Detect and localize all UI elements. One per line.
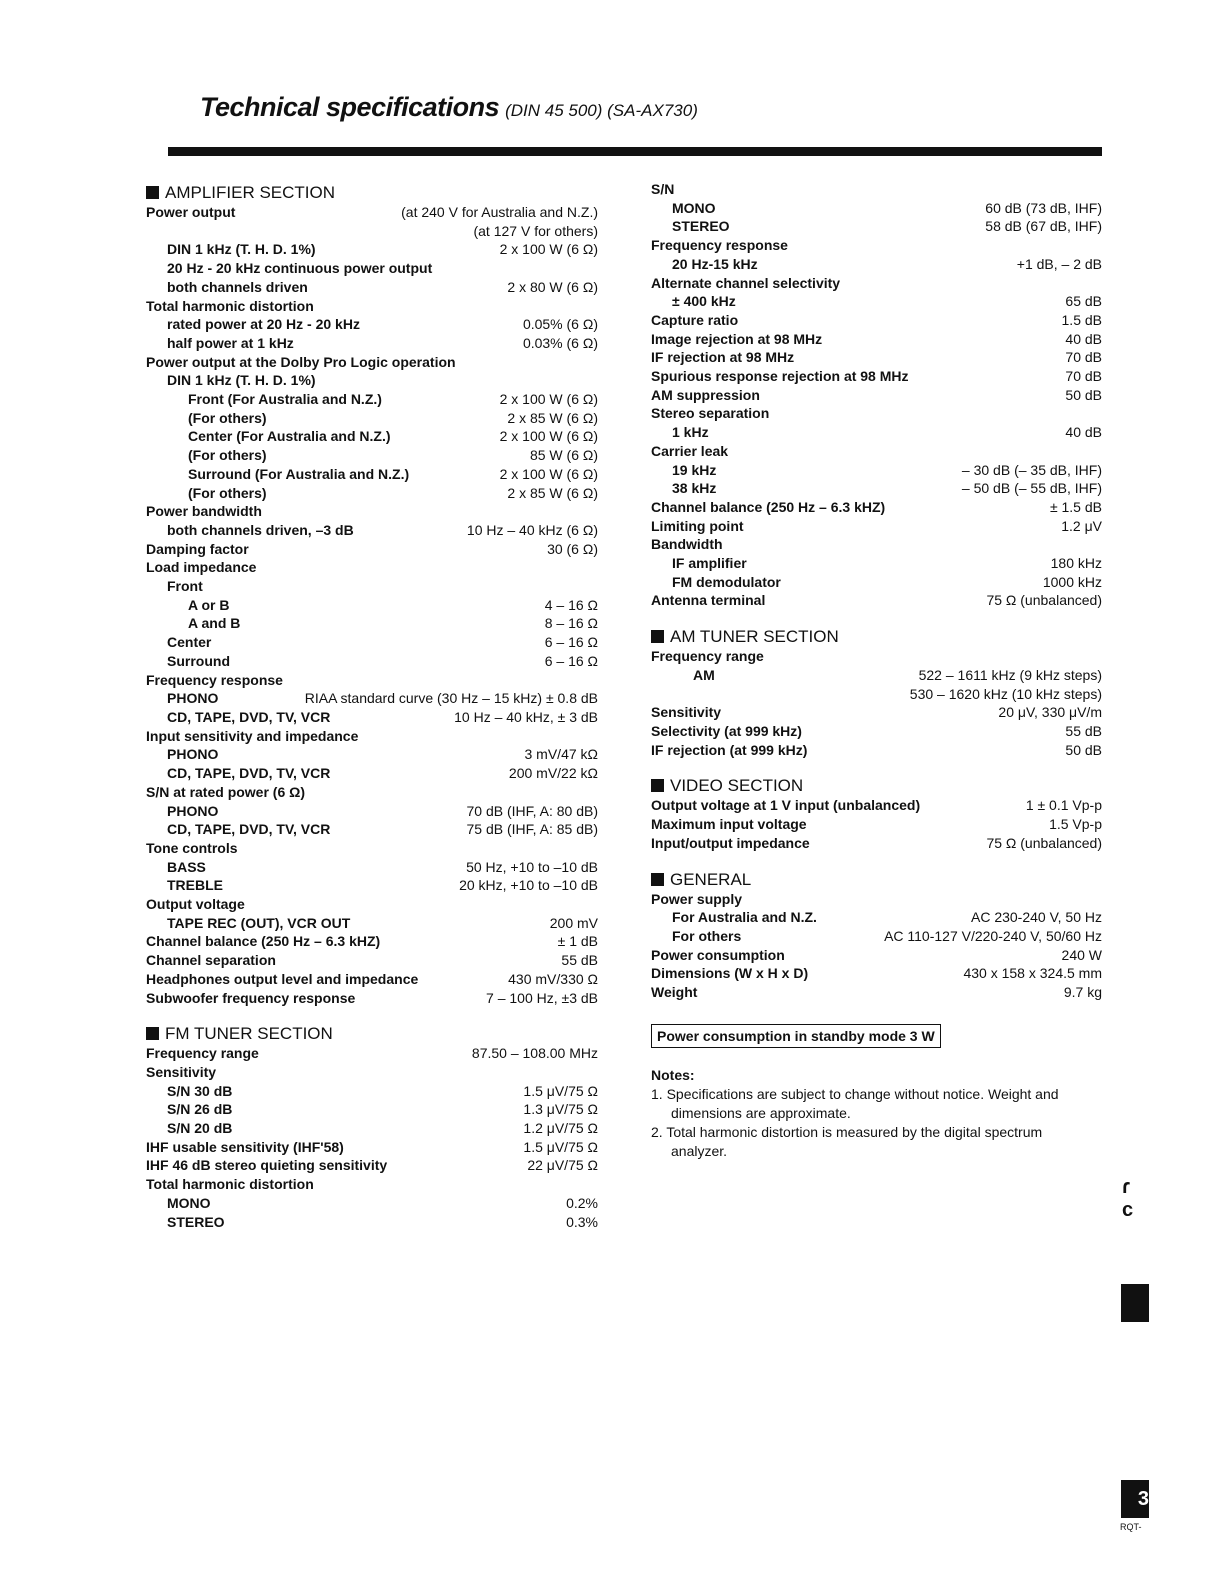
spec-row (146, 932, 598, 951)
spec-row (146, 876, 598, 895)
spec-row (146, 315, 598, 334)
spec-label: 20 Hz-15 kHz (672, 255, 758, 272)
spec-label: Selectivity (at 999 kHz) (651, 722, 802, 739)
spec-value: – 50 dB (– 55 dB, IHF) (961, 480, 1102, 497)
spec-value: 1.5 μV/75 Ω (523, 1138, 598, 1155)
spec-value: 0.05% (6 Ω) (522, 316, 598, 333)
spec-row (146, 558, 598, 577)
spec-label: IF amplifier (672, 555, 747, 572)
spec-label: IF rejection (at 999 kHz) (651, 741, 808, 758)
amplifier-spec-list (146, 203, 598, 1007)
spec-value: 180 kHz (1050, 555, 1102, 572)
spec-value: RIAA standard curve (30 Hz – 15 kHz) ± 0.8 dB (304, 690, 598, 707)
spec-label: IF rejection at 98 MHz (651, 349, 795, 366)
spec-label: Dimensions (W x H x D) (651, 965, 809, 982)
spec-value: 200 mV (549, 914, 598, 931)
spec-value: 1.5 Vp-p (1049, 816, 1102, 833)
spec-row (146, 1082, 598, 1101)
spec-label: Input sensitivity and impedance (146, 727, 359, 744)
right-column (651, 180, 1102, 1161)
spec-label: A or B (188, 596, 230, 613)
spec-label: (For others) (188, 409, 267, 426)
spec-label: S/N 20 dB (167, 1120, 233, 1137)
spec-label: Center (167, 634, 212, 651)
spec-row (651, 834, 1102, 853)
section-square-icon (651, 779, 664, 792)
spec-label: S/N 26 dB (167, 1101, 233, 1118)
spec-row (146, 914, 598, 933)
spec-label: Weight (651, 984, 698, 1001)
spec-label: ± 400 kHz (672, 293, 736, 310)
general-heading: GENERAL (651, 869, 1102, 890)
spec-label: 20 Hz - 20 kHz continuous power output (167, 260, 433, 277)
spec-row (651, 927, 1102, 946)
spec-label: 38 kHz (672, 480, 717, 497)
spec-label: Alternate channel selectivity (651, 274, 841, 291)
spec-row (146, 951, 598, 970)
left-column (146, 180, 598, 1231)
spec-label: rated power at 20 Hz - 20 kHz (167, 316, 360, 333)
spec-label: Power supply (651, 890, 743, 907)
spec-row (651, 479, 1102, 498)
spec-label: Power output (146, 204, 236, 220)
video-spec-list (651, 796, 1102, 852)
spec-value: 10 Hz – 40 kHz (6 Ω) (466, 521, 598, 538)
spec-value: 0.3% (566, 1213, 598, 1230)
spec-row (651, 255, 1102, 274)
spec-row (146, 297, 598, 316)
spec-row (146, 1100, 598, 1119)
spec-row (651, 311, 1102, 330)
spec-label: IHF usable sensitivity (IHF'58) (146, 1138, 344, 1155)
spec-value: (at 127 V for others) (473, 222, 598, 239)
spec-label: CD, TAPE, DVD, TV, VCR (167, 821, 331, 838)
spec-value: +1 dB, – 2 dB (1016, 255, 1102, 272)
spec-value: 0.03% (6 Ω) (522, 334, 598, 351)
spec-value: 75 dB (IHF, A: 85 dB) (466, 821, 598, 838)
spec-value: 6 – 16 Ω (544, 652, 598, 669)
spec-value: 0.2% (566, 1194, 598, 1211)
spec-label: AM (693, 666, 715, 683)
spec-row (651, 964, 1102, 983)
spec-row (146, 427, 598, 446)
spec-row (146, 577, 598, 596)
spec-label: 1 kHz (672, 424, 709, 441)
spec-label: CD, TAPE, DVD, TV, VCR (167, 765, 331, 782)
spec-row (651, 348, 1102, 367)
spec-value: 22 μV/75 Ω (527, 1157, 598, 1174)
spec-value: 50 Hz, +10 to –10 dB (466, 858, 598, 875)
spec-row (651, 180, 1102, 199)
spec-row (651, 367, 1102, 386)
spec-label: Antenna terminal (651, 592, 766, 609)
spec-label: Power output at the Dolby Pro Logic operation (146, 353, 456, 370)
spec-label: Spurious response rejection at 98 MHz (651, 368, 909, 385)
spec-row (146, 240, 598, 259)
spec-row (146, 745, 598, 764)
spec-label: Center (For Australia and N.Z.) (188, 428, 391, 445)
spec-row (651, 236, 1102, 255)
spec-row (651, 666, 1102, 685)
spec-row (146, 203, 598, 222)
fm-spec-list (146, 1044, 598, 1231)
spec-value: 1 ± 0.1 Vp-p (1025, 797, 1102, 814)
spec-row (146, 708, 598, 727)
spec-value: 50 dB (1065, 741, 1102, 758)
spec-label: Front (167, 578, 203, 595)
spec-value: 87.50 – 108.00 MHz (471, 1045, 598, 1062)
spec-value: – 30 dB (– 35 dB, IHF) (961, 461, 1102, 478)
spec-row (651, 386, 1102, 405)
general-spec-list (651, 890, 1102, 1002)
spec-label: STEREO (167, 1213, 225, 1230)
spec-label: Maximum input voltage (651, 816, 807, 833)
spec-value: 75 Ω (unbalanced) (986, 592, 1102, 609)
spec-value: 3 mV/47 kΩ (524, 746, 598, 763)
spec-label: A and B (188, 615, 241, 632)
spec-row (146, 652, 598, 671)
am-spec-list (651, 647, 1102, 759)
spec-row (651, 573, 1102, 592)
spec-label: Frequency range (651, 648, 764, 665)
section-square-icon (146, 186, 159, 199)
spec-label: both channels driven (167, 278, 308, 295)
spec-label: MONO (672, 199, 716, 216)
spec-row (651, 647, 1102, 666)
spec-row (651, 199, 1102, 218)
spec-label: PHONO (167, 690, 219, 707)
spec-value: 1.2 μV (1061, 517, 1102, 534)
spec-row (651, 890, 1102, 909)
spec-row (146, 371, 598, 390)
spec-label: Channel balance (250 Hz – 6.3 kHZ) (146, 933, 381, 950)
spec-label: Bandwidth (651, 536, 723, 553)
spec-row (146, 764, 598, 783)
spec-label: Output voltage at 1 V input (unbalanced) (651, 797, 921, 814)
spec-label: S/N at rated power (6 Ω) (146, 783, 306, 800)
spec-value: ± 1 dB (557, 933, 598, 950)
spec-label: Damping factor (146, 540, 249, 557)
spec-row (651, 292, 1102, 311)
spec-label: DIN 1 kHz (T. H. D. 1%) (167, 241, 316, 258)
spec-row (146, 633, 598, 652)
spec-label: S/N 30 dB (167, 1082, 233, 1099)
notes (651, 1066, 1102, 1161)
standby-power-box: Power consumption in standby mode 3 W (651, 1024, 941, 1048)
spec-label: Frequency range (146, 1045, 259, 1062)
spec-value: 50 dB (1065, 386, 1102, 403)
spec-row (651, 703, 1102, 722)
spec-label: (For others) (188, 484, 267, 501)
spec-value: 30 (6 Ω) (547, 540, 598, 557)
spec-row (651, 722, 1102, 741)
spec-row (146, 521, 598, 540)
spec-row (146, 820, 598, 839)
spec-value: 85 W (6 Ω) (529, 447, 598, 464)
spec-value: 2 x 100 W (6 Ω) (499, 391, 598, 408)
spec-label: (For others) (188, 447, 267, 464)
spec-row (146, 540, 598, 559)
spec-label: Headphones output level and impedance (146, 970, 419, 987)
spec-value: 70 dB (1065, 368, 1102, 385)
spec-row (651, 274, 1102, 293)
spec-row (146, 1119, 598, 1138)
spec-row (146, 409, 598, 428)
spec-label: both channels driven, –3 dB (167, 521, 354, 538)
spec-label: BASS (167, 858, 206, 875)
spec-value: 65 dB (1065, 293, 1102, 310)
spec-label: TREBLE (167, 877, 223, 894)
spec-value: 20 μV, 330 μV/m (998, 704, 1102, 721)
spec-label: PHONO (167, 802, 219, 819)
spec-value: 430 mV/330 Ω (508, 970, 598, 987)
spec-value: 7 – 100 Hz, ±3 dB (486, 989, 598, 1006)
spec-row (651, 741, 1102, 760)
fm-heading: FM TUNER SECTION (146, 1023, 598, 1044)
spec-row (146, 334, 598, 353)
spec-row (146, 596, 598, 615)
spec-value: 60 dB (73 dB, IHF) (985, 199, 1102, 216)
spec-label: STEREO (672, 218, 730, 235)
section-square-icon (651, 873, 664, 886)
spec-label: Subwoofer frequency response (146, 989, 356, 1006)
spec-row (146, 727, 598, 746)
spec-row (146, 1175, 598, 1194)
spec-label: Power bandwidth (146, 503, 262, 520)
spec-label: Limiting point (651, 517, 744, 534)
spec-value: 20 kHz, +10 to –10 dB (459, 877, 598, 894)
spec-value: 1.3 μV/75 Ω (523, 1101, 598, 1118)
spec-row (651, 517, 1102, 536)
page-number-tab: 3 (1121, 1480, 1149, 1518)
spec-value: 4 – 16 Ω (544, 596, 598, 613)
spec-row (651, 330, 1102, 349)
spec-value: 1.5 dB (1061, 311, 1102, 328)
model-subtitle: (DIN 45 500) (SA-AX730) (505, 101, 698, 120)
spec-label: Carrier leak (651, 442, 729, 459)
spec-label: Frequency response (651, 237, 788, 254)
spec-label: Channel separation (146, 952, 276, 969)
spec-label: Surround (167, 652, 230, 669)
spec-label: MONO (167, 1194, 211, 1211)
spec-row (146, 259, 598, 278)
spec-value: ± 1.5 dB (1049, 498, 1102, 515)
spec-value: 6 – 16 Ω (544, 634, 598, 651)
spec-label: Channel balance (250 Hz – 6.3 kHZ) (651, 498, 886, 515)
spec-value: 2 x 85 W (6 Ω) (507, 484, 598, 501)
spec-value: 2 x 100 W (6 Ω) (499, 428, 598, 445)
spec-value: AC 110-127 V/220-240 V, 50/60 Hz (884, 927, 1102, 944)
spec-value: 200 mV/22 kΩ (508, 765, 598, 782)
spec-row (651, 591, 1102, 610)
spec-row (146, 502, 598, 521)
spec-row (651, 908, 1102, 927)
spec-row (146, 390, 598, 409)
spec-row (146, 1156, 598, 1175)
page-title: Technical specifications (DIN 45 500) (SA-AX730) (200, 92, 698, 122)
am-heading: AM TUNER SECTION (651, 626, 1102, 647)
spec-row (146, 783, 598, 802)
title-rule (168, 147, 1102, 156)
spec-value: 75 Ω (unbalanced) (986, 834, 1102, 851)
spec-row (651, 983, 1102, 1002)
spec-value: 55 dB (1065, 722, 1102, 739)
spec-row (146, 802, 598, 821)
spec-row (146, 222, 598, 241)
spec-value: 2 x 80 W (6 Ω) (507, 278, 598, 295)
spec-label: Total harmonic distortion (146, 297, 314, 314)
spec-row (146, 1213, 598, 1232)
spec-label: S/N (651, 181, 675, 197)
spec-value: 70 dB (IHF, A: 80 dB) (466, 802, 598, 819)
spec-value: 522 – 1611 kHz (9 kHz steps) (918, 666, 1102, 683)
spec-row (651, 217, 1102, 236)
spec-row (146, 446, 598, 465)
spec-value: 430 x 158 x 324.5 mm (963, 965, 1102, 982)
spec-value: 2 x 100 W (6 Ω) (499, 465, 598, 482)
spec-row (651, 423, 1102, 442)
spec-label: Surround (For Australia and N.Z.) (188, 465, 410, 482)
section-square-icon (146, 1027, 159, 1040)
spec-row (651, 535, 1102, 554)
fm-continued-spec-list (651, 180, 1102, 610)
spec-label: Front (For Australia and N.Z.) (188, 391, 382, 408)
video-heading: VIDEO SECTION (651, 775, 1102, 796)
spec-value: 2 x 100 W (6 Ω) (499, 241, 598, 258)
spec-value: 530 – 1620 kHz (10 kHz steps) (909, 685, 1102, 702)
spec-value: 8 – 16 Ω (544, 615, 598, 632)
spec-row (146, 895, 598, 914)
spec-label: Sensitivity (651, 704, 722, 721)
spec-row (651, 442, 1102, 461)
spec-label: Image rejection at 98 MHz (651, 330, 823, 347)
spec-label: Stereo separation (651, 405, 770, 422)
spec-label: For others (672, 927, 742, 944)
spec-label: Frequency response (146, 671, 283, 688)
spec-row (146, 858, 598, 877)
notes-heading: Notes: (651, 1066, 695, 1083)
note-item: 1. Specifications are subject to change without notice. Weight and dimensions are approximate. (651, 1085, 1059, 1121)
spec-label: PHONO (167, 746, 219, 763)
spec-label: Input/output impedance (651, 834, 810, 851)
spec-row (146, 970, 598, 989)
spec-value: 9.7 kg (1063, 984, 1102, 1001)
spec-value: 1000 kHz (1042, 573, 1102, 590)
spec-label: CD, TAPE, DVD, TV, VCR (167, 708, 331, 725)
spec-label: TAPE REC (OUT), VCR OUT (167, 914, 351, 931)
spec-label: Output voltage (146, 896, 245, 913)
note-item: 2. Total harmonic distortion is measured by the digital spectrum analyzer. (651, 1123, 1043, 1159)
spec-row (146, 1063, 598, 1082)
spec-label: Load impedance (146, 559, 257, 576)
spec-row (651, 685, 1102, 704)
spec-label: Power consumption (651, 946, 785, 963)
spec-label: 19 kHz (672, 461, 717, 478)
spec-row (651, 815, 1102, 834)
spec-row (146, 1194, 598, 1213)
side-tab-mark (1121, 1284, 1149, 1322)
spec-label: Total harmonic distortion (146, 1176, 314, 1193)
spec-value: 10 Hz – 40 kHz, ± 3 dB (454, 708, 598, 725)
spec-label: For Australia and N.Z. (672, 909, 817, 926)
spec-value: 70 dB (1065, 349, 1102, 366)
spec-value: 240 W (1061, 946, 1102, 963)
spec-label: FM demodulator (672, 573, 781, 590)
spec-value: 40 dB (1065, 424, 1102, 441)
spec-row (146, 839, 598, 858)
spec-value: 40 dB (1065, 330, 1102, 347)
spec-row (651, 554, 1102, 573)
spec-row (146, 353, 598, 372)
spec-row (146, 689, 598, 708)
spec-row (146, 484, 598, 503)
spec-row (146, 671, 598, 690)
spec-row (651, 461, 1102, 480)
spec-row (146, 1044, 598, 1063)
spec-value: 58 dB (67 dB, IHF) (985, 218, 1102, 235)
spec-row (651, 796, 1102, 815)
spec-row (651, 498, 1102, 517)
spec-value: 55 dB (561, 952, 598, 969)
spec-row (146, 278, 598, 297)
spec-row (651, 404, 1102, 423)
spec-label: half power at 1 kHz (167, 334, 294, 351)
spec-label: AM suppression (651, 386, 760, 403)
side-mark-glyph: ɾ c (1122, 1176, 1134, 1221)
spec-row (146, 1138, 598, 1157)
spec-value: (at 240 V for Australia and N.Z.) (401, 204, 598, 220)
spec-value: 1.2 μV/75 Ω (523, 1120, 598, 1137)
spec-label: Capture ratio (651, 311, 739, 328)
spec-label: Sensitivity (146, 1063, 217, 1080)
spec-row (146, 614, 598, 633)
amplifier-heading: AMPLIFIER SECTION (146, 182, 598, 203)
spec-value: 2 x 85 W (6 Ω) (507, 409, 598, 426)
section-square-icon (651, 630, 664, 643)
spec-label: IHF 46 dB stereo quieting sensitivity (146, 1157, 388, 1174)
spec-label: Tone controls (146, 839, 238, 856)
spec-row (146, 989, 598, 1008)
page-code: RQT- (1120, 1522, 1142, 1532)
spec-value: 1.5 μV/75 Ω (523, 1082, 598, 1099)
spec-value: AC 230-240 V, 50 Hz (970, 909, 1102, 926)
spec-row (146, 465, 598, 484)
spec-label: DIN 1 kHz (T. H. D. 1%) (167, 372, 316, 389)
spec-row (651, 946, 1102, 965)
